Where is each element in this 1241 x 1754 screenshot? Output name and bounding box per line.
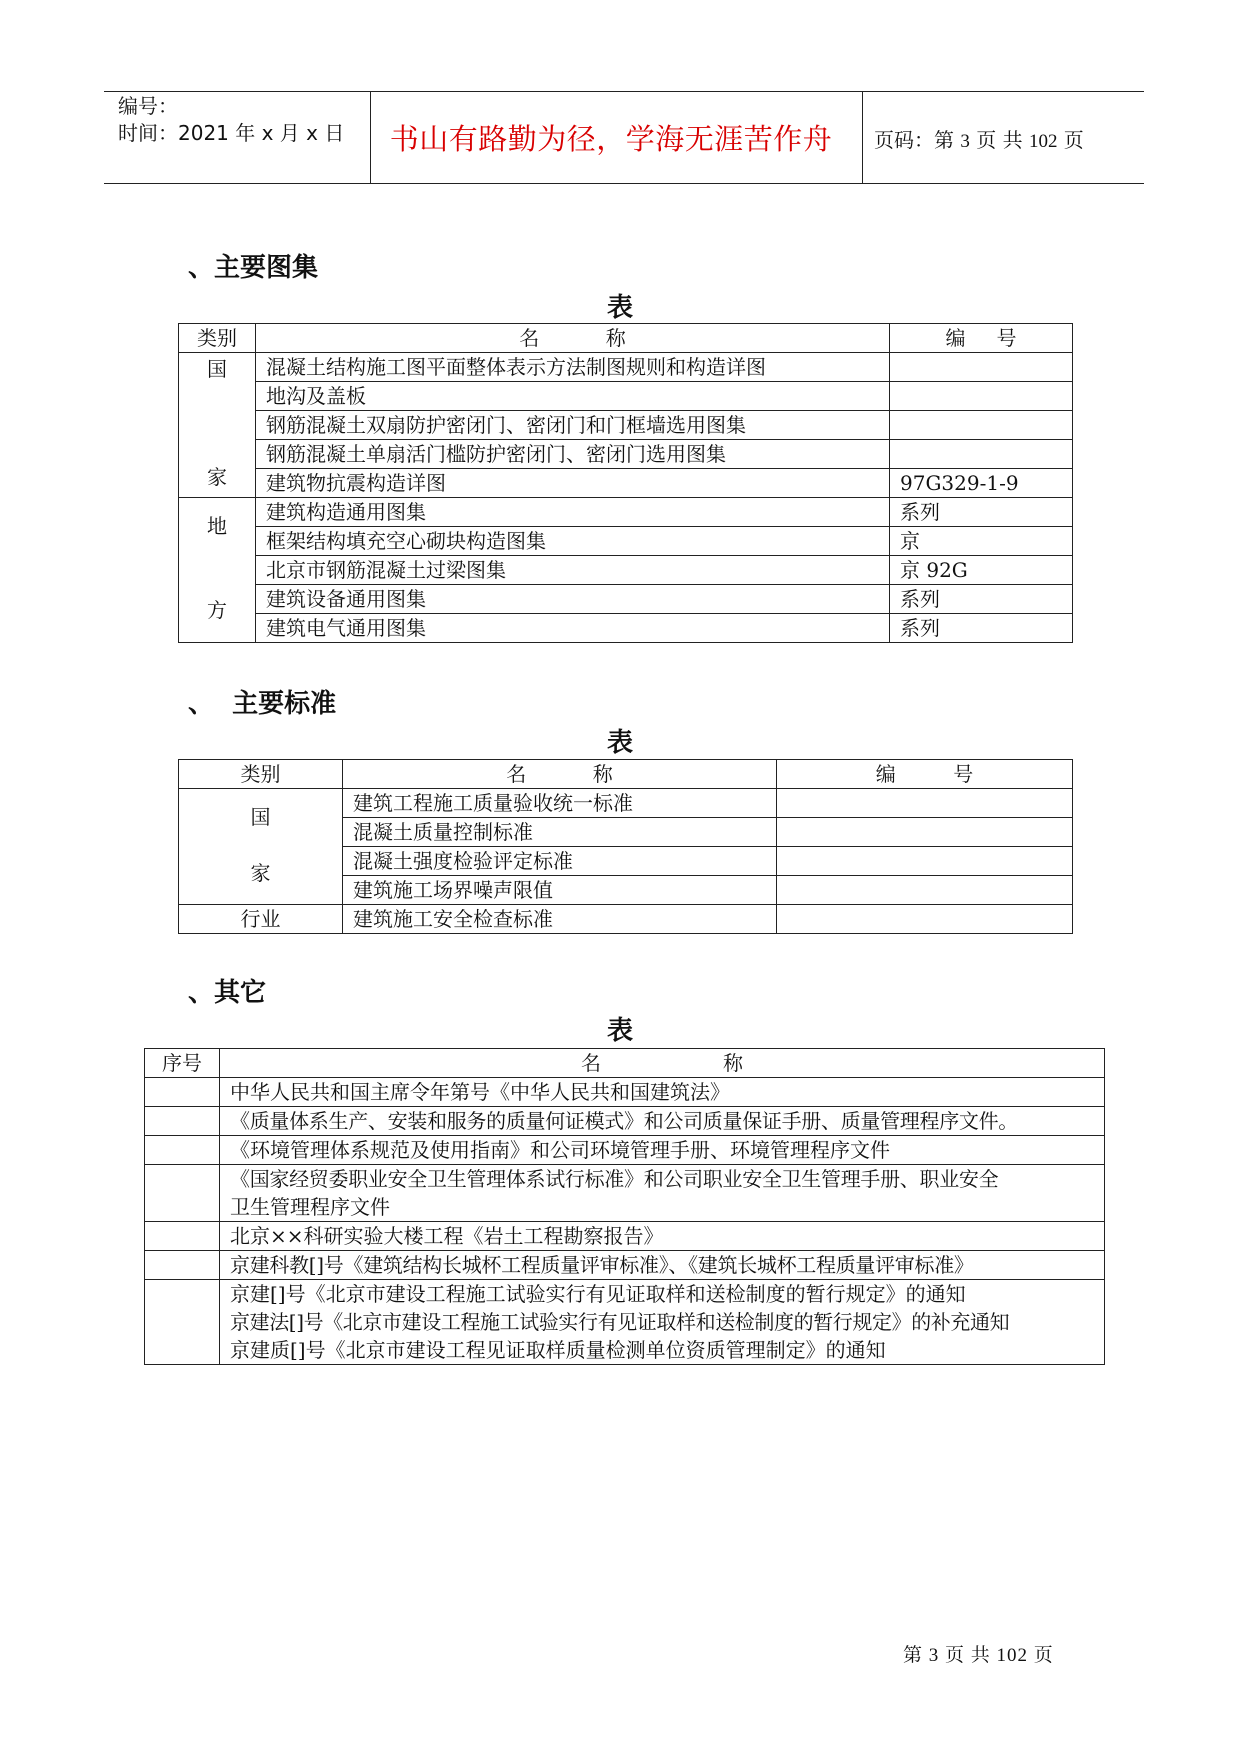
row-name: 中华人民共和国主席令年第号《中华人民共和国建筑法》 xyxy=(220,1078,1105,1107)
row-code: 系列 xyxy=(890,614,1073,643)
row-code: 系列 xyxy=(890,585,1073,614)
category-national: 国 家 xyxy=(179,353,256,498)
standards-table xyxy=(178,759,1073,934)
header-page-suffix: 页 xyxy=(1063,128,1084,152)
row-name: 建筑施工场界噪声限值 xyxy=(343,876,777,905)
row-code: 京 92G xyxy=(890,556,1073,585)
row-name: 混凝土强度检验评定标准 xyxy=(343,847,777,876)
row-name: 混凝土质量控制标准 xyxy=(343,818,777,847)
footer-current: 3 xyxy=(928,1645,940,1666)
atlas-table xyxy=(178,323,1073,643)
table-row xyxy=(179,527,1073,556)
header-name: 名 称 xyxy=(220,1049,1105,1078)
row-name: 《环境管理体系规范及使用指南》和公司环境管理手册、环境管理程序文件 xyxy=(220,1136,1105,1165)
row-name: 钢筋混凝土单扇活门槛防护密闭门、密闭门选用图集 xyxy=(256,440,890,469)
section3-heading: 、其它 xyxy=(188,978,267,1008)
row-name: 京建科教[]号《建筑结构长城杯工程质量评审标准》、《建筑长城杯工程质量评审标准》 xyxy=(220,1251,1105,1280)
row-code xyxy=(777,789,1073,818)
row-seq xyxy=(145,1222,220,1251)
table-header-row xyxy=(179,324,1073,353)
header-motto: 书山有路勤为径，学海无涯苦作舟 xyxy=(389,122,833,156)
row-name-line: 京建质[]号《北京市建设工程见证取样质量检测单位资质管理制定》的通知 xyxy=(230,1338,886,1362)
row-name: 北京市钢筋混凝土过梁图集 xyxy=(256,556,890,585)
table-row xyxy=(145,1078,1105,1107)
row-seq xyxy=(145,1107,220,1136)
row-name: 框架结构填充空心砌块构造图集 xyxy=(256,527,890,556)
row-name: 建筑构造通用图集 xyxy=(256,498,890,527)
category-local: 地 方 xyxy=(179,498,256,643)
row-name xyxy=(220,1165,1105,1222)
row-name-line: 卫生管理程序文件 xyxy=(230,1195,390,1219)
row-seq xyxy=(145,1165,220,1222)
row-code xyxy=(777,847,1073,876)
row-name: 建筑物抗震构造详图 xyxy=(256,469,890,498)
row-seq xyxy=(145,1136,220,1165)
row-code xyxy=(777,905,1073,934)
footer-total: 102 xyxy=(996,1645,1029,1666)
row-name: 地沟及盖板 xyxy=(256,382,890,411)
section2-table-title: 表 xyxy=(606,728,633,758)
row-code xyxy=(890,353,1073,382)
row-name: 建筑工程施工质量验收统一标准 xyxy=(343,789,777,818)
table-row xyxy=(145,1165,1105,1222)
category-industry: 行业 xyxy=(179,905,343,934)
footer-mid: 页 共 xyxy=(945,1645,991,1666)
header-page-current: 3 xyxy=(960,131,970,152)
row-code xyxy=(777,818,1073,847)
footer-suffix: 页 xyxy=(1033,1645,1054,1666)
row-name: 钢筋混凝土双扇防护密闭门、密闭门和门框墙选用图集 xyxy=(256,411,890,440)
table-row xyxy=(145,1107,1105,1136)
table-row xyxy=(179,382,1073,411)
row-name: 北京××科研实验大楼工程《岩土工程勘察报告》 xyxy=(220,1222,1105,1251)
row-code xyxy=(890,382,1073,411)
row-name: 建筑电气通用图集 xyxy=(256,614,890,643)
table-row xyxy=(179,556,1073,585)
row-code xyxy=(777,876,1073,905)
row-name-line: 京建[]号《北京市建设工程施工试验实行有见证取样和送检制度的暂行规定》的通知 xyxy=(230,1282,966,1306)
header-code: 编 号 xyxy=(890,324,1073,353)
row-name: 建筑施工安全检查标准 xyxy=(343,905,777,934)
header-name: 名 称 xyxy=(256,324,890,353)
table-row xyxy=(179,498,1073,527)
table-row xyxy=(145,1136,1105,1165)
row-code xyxy=(890,411,1073,440)
header-divider-right xyxy=(862,91,863,184)
header-top-rule xyxy=(104,91,1144,92)
row-name: 《质量体系生产、安装和服务的质量何证模式》和公司质量保证手册、质量管理程序文件。 xyxy=(220,1107,1105,1136)
row-name: 混凝土结构施工图平面整体表示方法制图规则和构造详图 xyxy=(256,353,890,382)
section1-heading: 、主要图集 xyxy=(188,253,319,283)
row-name xyxy=(220,1280,1105,1365)
other-table xyxy=(144,1048,1105,1365)
row-name-line: 《国家经贸委职业安全卫生管理体系试行标准》和公司职业安全卫生管理手册、职业安全 xyxy=(230,1167,999,1191)
row-seq xyxy=(145,1078,220,1107)
table-row xyxy=(145,1280,1105,1365)
table-row xyxy=(179,411,1073,440)
table-header-row xyxy=(179,760,1073,789)
table-row xyxy=(179,440,1073,469)
section3-table-title: 表 xyxy=(606,1016,633,1046)
row-seq xyxy=(145,1251,220,1280)
header-category: 类别 xyxy=(179,760,343,789)
header-category: 类别 xyxy=(179,324,256,353)
row-name-line: 京建法[]号《北京市建设工程施工试验实行有见证取样和送检制度的暂行规定》的补充通知 xyxy=(230,1310,1010,1334)
footer-prefix: 第 xyxy=(903,1645,924,1666)
table-row xyxy=(179,585,1073,614)
table-row xyxy=(179,905,1073,934)
header-page-number xyxy=(874,124,1084,153)
header-name: 名 称 xyxy=(343,760,777,789)
row-code: 97G329-1-9 xyxy=(890,469,1073,498)
table-row xyxy=(145,1222,1105,1251)
category-national: 国 家 xyxy=(179,789,343,905)
table-header-row xyxy=(145,1049,1105,1078)
table-row xyxy=(145,1251,1105,1280)
row-name: 建筑设备通用图集 xyxy=(256,585,890,614)
header-page-mid: 页 共 xyxy=(976,128,1023,152)
row-code: 系列 xyxy=(890,498,1073,527)
header-seq: 序号 xyxy=(145,1049,220,1078)
section1-table-title: 表 xyxy=(606,293,633,323)
header-divider-left xyxy=(370,91,371,184)
header-page-prefix: 页码：第 xyxy=(874,128,954,152)
row-seq xyxy=(145,1280,220,1365)
header-code: 编 号 xyxy=(777,760,1073,789)
header-time-label: 时间：2021 年 x 月 x 日 xyxy=(118,121,345,145)
section2-heading: 、 主要标准 xyxy=(188,689,337,719)
row-code xyxy=(890,440,1073,469)
header-bottom-rule xyxy=(104,183,1144,184)
row-code: 京 xyxy=(890,527,1073,556)
table-row xyxy=(179,614,1073,643)
table-row xyxy=(179,353,1073,382)
table-row xyxy=(179,469,1073,498)
header-number-label: 编号： xyxy=(118,94,178,118)
table-row xyxy=(179,789,1073,818)
header-page-total: 102 xyxy=(1028,131,1058,152)
footer-page-number xyxy=(903,1640,1054,1667)
